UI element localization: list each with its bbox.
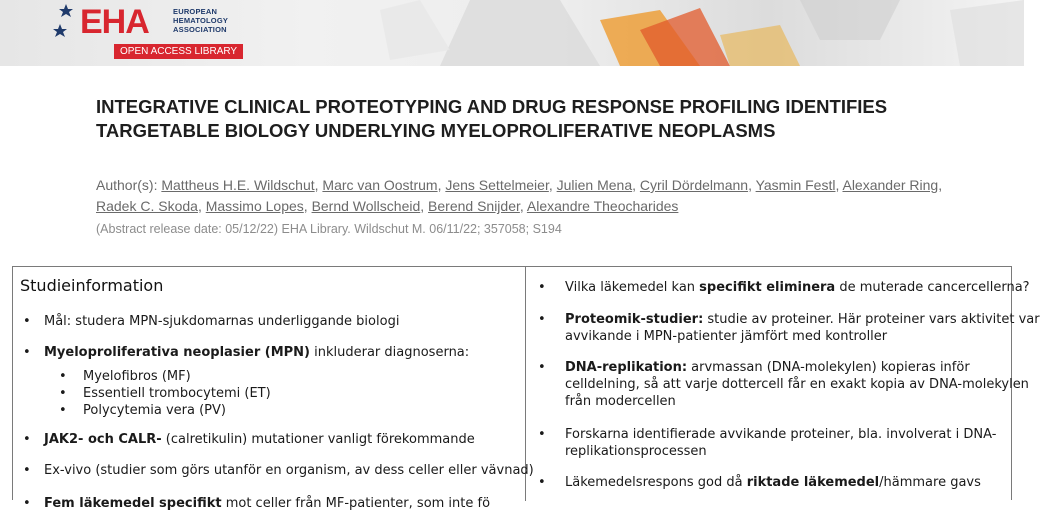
bullet-icon: • xyxy=(23,432,31,447)
author-link[interactable]: Julien Mena xyxy=(556,177,633,193)
logo-wordmark: EHA xyxy=(80,3,149,41)
author-link[interactable]: Berend Snijder xyxy=(428,198,520,214)
bullet-icon: • xyxy=(23,345,31,360)
bullet-icon: • xyxy=(538,427,546,442)
eha-logo[interactable] xyxy=(52,2,242,62)
author-link[interactable]: Alexandre Theocharides xyxy=(526,198,679,214)
stars-icon xyxy=(52,2,82,42)
list-item: JAK2- och CALR- (calretikulin) mutationer vanligt förekommande xyxy=(44,432,475,447)
author-link[interactable]: Massimo Lopes xyxy=(205,198,304,214)
bullet-icon: • xyxy=(538,280,546,295)
author-link[interactable]: Marc van Oostrum xyxy=(322,177,438,193)
abstract-title: INTEGRATIVE CLINICAL PROTEOTYPING AND DRUG RESPONSE PROFILING IDENTIFIES TARGETABLE BIOLOGY UNDERLYING MYELOPROLIFERATIVE NEOPLASMS xyxy=(96,96,888,141)
bullet-icon: • xyxy=(538,475,546,490)
list-item: Myeloproliferativa neoplasier (MPN) inkluderar diagnoserna: xyxy=(44,345,470,360)
bullet-icon: • xyxy=(59,386,67,401)
author-link[interactable]: Jens Settelmeier xyxy=(445,177,549,193)
bullet-icon: • xyxy=(23,314,31,329)
list-item: Läkemedelsrespons god då riktade läkemedel/hämmare gavs xyxy=(565,475,981,490)
bullet-icon: • xyxy=(538,360,546,375)
list-item: Vilka läkemedel kan specifikt eliminera de muterade cancercellerna? xyxy=(565,280,1030,295)
author-link[interactable]: Radek C. Skoda xyxy=(96,198,198,214)
release-info: (Abstract release date: 05/12/22) EHA Library. Wildschut M. 06/11/22; 357058; S194 xyxy=(96,222,562,236)
bullet-icon: • xyxy=(538,312,546,327)
author-link[interactable]: Mattheus H.E. Wildschut xyxy=(161,177,315,193)
author-link[interactable]: Alexander Ring xyxy=(842,177,939,193)
sub-list-item: Myelofibros (MF) xyxy=(83,369,191,384)
list-item: Proteomik-studier: studie av proteiner. Här proteiner vars aktivitet var avvikande i MPN-patienter jämfört med kontroller xyxy=(565,312,1040,344)
list-item: Fem läkemedel specifikt mot celler från MF-patienter, som inte fö xyxy=(44,496,491,511)
list-item: DNA-replikation: arvmassan (DNA-molekylen) kopieras inför celldelning, så att varje dottercell får en exakt kopia av DNA-molekylen från modercellen xyxy=(565,360,1029,409)
list-item: Forskarna identifierade avvikande proteiner, bla. involverat i DNA- replikationsprocessen xyxy=(565,427,997,459)
list-item: Ex-vivo (studier som görs utanför en organism, av dess celler eller vävnad) xyxy=(44,463,534,478)
logo-library-label: OPEN ACCESS LIBRARY xyxy=(114,44,243,59)
logo-org-name: EUROPEAN HEMATOLOGY ASSOCIATION xyxy=(173,7,229,34)
summary-slide xyxy=(12,266,1040,511)
bullet-icon: • xyxy=(23,496,31,511)
sub-list-item: Essentiell trombocytemi (ET) xyxy=(83,386,271,401)
sub-list-item: Polycytemia vera (PV) xyxy=(83,403,226,418)
bullet-icon: • xyxy=(23,463,31,478)
author-link[interactable]: Bernd Wollscheid xyxy=(311,198,421,214)
header-banner xyxy=(0,0,1024,66)
author-link[interactable]: Cyril Dördelmann xyxy=(639,177,749,193)
bullet-icon: • xyxy=(59,403,67,418)
author-list: Author(s): Mattheus H.E. Wildschut, Marc van Oostrum, Jens Settelmeier, Julien Mena, Cyril Dördelmann, Yasmin Festl, Alexander Ring, Radek C. Skoda, Massimo Lopes, Bernd Wollscheid, Berend Snijder, Alexandre Theocharides xyxy=(96,177,943,214)
bullet-icon: • xyxy=(59,369,67,384)
authors-label: Author(s): xyxy=(96,177,158,193)
slide-heading: Studieinformation xyxy=(20,276,164,295)
author-link[interactable]: Yasmin Festl xyxy=(755,177,836,193)
list-item: Mål: studera MPN-sjukdomarnas underliggande biologi xyxy=(44,314,400,329)
